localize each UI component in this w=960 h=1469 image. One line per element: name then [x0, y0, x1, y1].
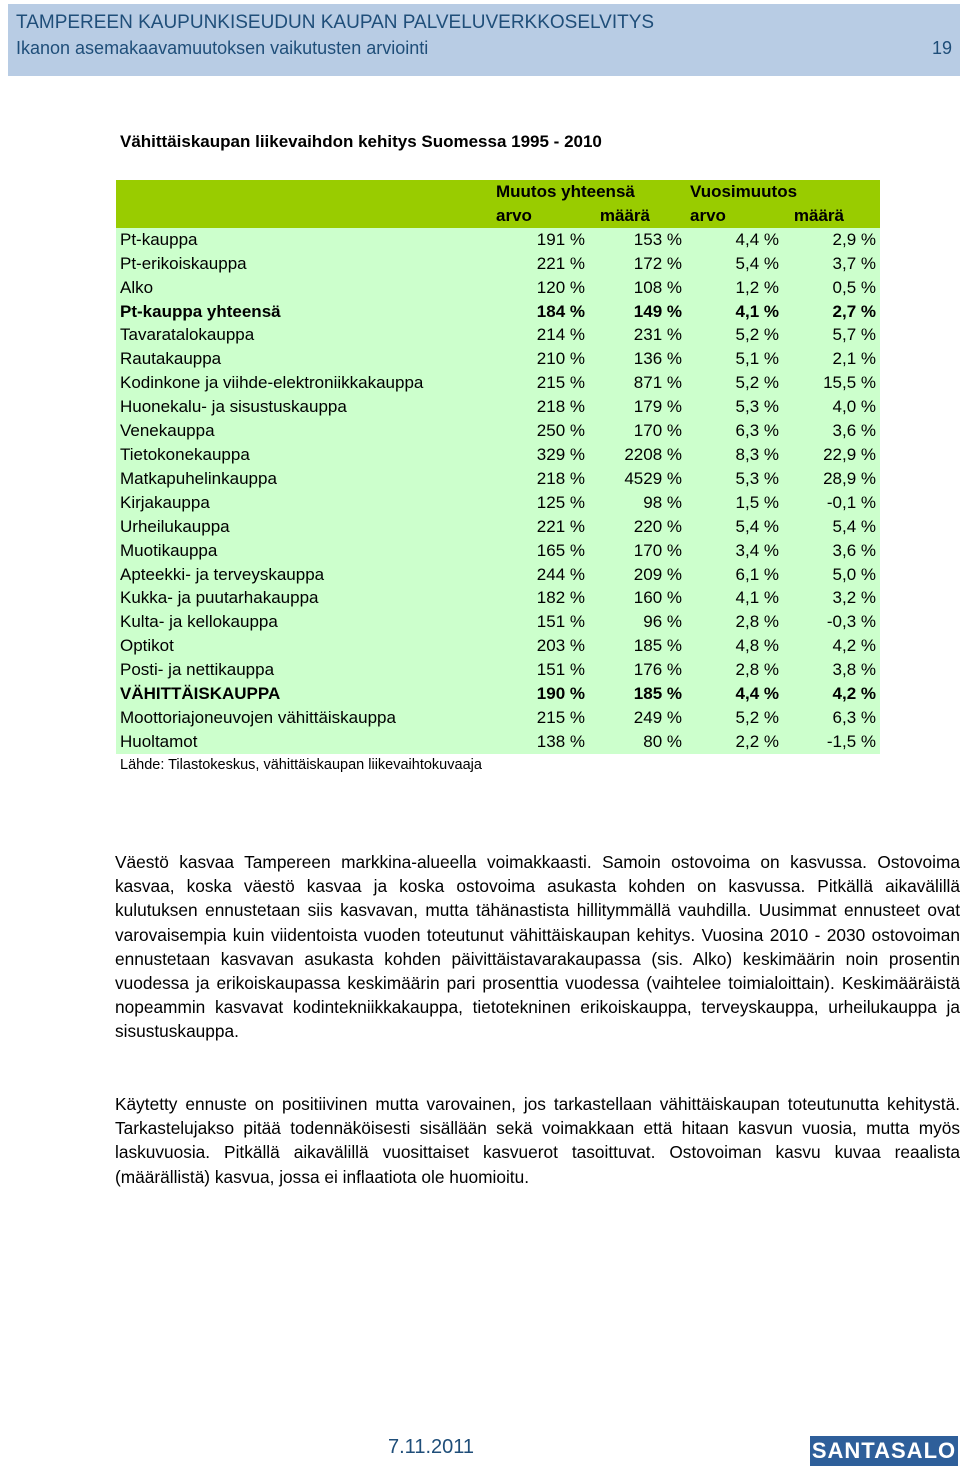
- table-row: [116, 730, 880, 754]
- annual-value-cell: 2,8 %: [686, 610, 783, 634]
- annual-volume-cell: 0,5 %: [783, 276, 880, 300]
- table-row: [116, 610, 880, 634]
- total-value-cell: 138 %: [492, 730, 589, 754]
- annual-volume-cell: 3,7 %: [783, 252, 880, 276]
- header-empty-cell: [116, 180, 492, 204]
- total-volume-cell: 108 %: [589, 276, 686, 300]
- total-volume-cell: 4529 %: [589, 467, 686, 491]
- total-volume-cell: 136 %: [589, 347, 686, 371]
- annual-volume-cell: 5,4 %: [783, 515, 880, 539]
- table-row: [116, 634, 880, 658]
- row-name-cell: Moottoriajoneuvojen vähittäiskauppa: [116, 706, 492, 730]
- row-name-cell: Muotikauppa: [116, 539, 492, 563]
- row-name-cell: Urheilukauppa: [116, 515, 492, 539]
- total-volume-cell: 172 %: [589, 252, 686, 276]
- total-value-cell: 221 %: [492, 252, 589, 276]
- row-name-cell: Matkapuhelinkauppa: [116, 467, 492, 491]
- header-sub-total: [492, 204, 686, 228]
- header-sub-annual: [686, 204, 880, 228]
- row-name-cell: Optikot: [116, 634, 492, 658]
- annual-volume-cell: -0,3 %: [783, 610, 880, 634]
- annual-value-cell: 4,4 %: [686, 228, 783, 252]
- annual-value-cell: 2,2 %: [686, 730, 783, 754]
- total-value-cell: 218 %: [492, 467, 589, 491]
- annual-value-cell: 2,8 %: [686, 658, 783, 682]
- annual-volume-cell: 6,3 %: [783, 706, 880, 730]
- header-value: arvo: [690, 205, 726, 225]
- annual-volume-cell: 28,9 %: [783, 467, 880, 491]
- table-row: [116, 323, 880, 347]
- table-row: [116, 276, 880, 300]
- annual-value-cell: 6,1 %: [686, 563, 783, 587]
- annual-value-cell: 5,4 %: [686, 252, 783, 276]
- total-volume-cell: 160 %: [589, 586, 686, 610]
- table-row: [116, 515, 880, 539]
- row-name-cell: Pt-kauppa: [116, 228, 492, 252]
- table-row: [116, 491, 880, 515]
- header-value: arvo: [496, 205, 532, 225]
- table-header-row-2: [116, 204, 880, 228]
- table-row: [116, 586, 880, 610]
- page-number: 19: [931, 38, 952, 58]
- annual-value-cell: 4,8 %: [686, 634, 783, 658]
- table-row: [116, 467, 880, 491]
- annual-volume-cell: 2,9 %: [783, 228, 880, 252]
- row-name-cell: Kodinkone ja viihde-elektroniikkakauppa: [116, 371, 492, 395]
- annual-volume-cell: -1,5 %: [783, 730, 880, 754]
- row-name-cell: Venekauppa: [116, 419, 492, 443]
- row-name-cell: Posti- ja nettikauppa: [116, 658, 492, 682]
- annual-value-cell: 5,4 %: [686, 515, 783, 539]
- total-value-cell: 218 %: [492, 395, 589, 419]
- table-source-note: Lähde: Tilastokeskus, vähittäiskaupan liikevaihtokuvaaja: [120, 757, 482, 773]
- total-value-cell: 190 %: [492, 682, 589, 706]
- annual-volume-cell: 5,0 %: [783, 563, 880, 587]
- total-value-cell: 221 %: [492, 515, 589, 539]
- total-value-cell: 151 %: [492, 610, 589, 634]
- table-row: [116, 371, 880, 395]
- total-value-cell: 191 %: [492, 228, 589, 252]
- total-volume-cell: 231 %: [589, 323, 686, 347]
- total-value-cell: 250 %: [492, 419, 589, 443]
- annual-value-cell: 4,1 %: [686, 586, 783, 610]
- table-row: [116, 563, 880, 587]
- total-value-cell: 184 %: [492, 300, 589, 324]
- total-volume-cell: 176 %: [589, 658, 686, 682]
- header-group-annual-change: Vuosimuutos: [686, 180, 880, 204]
- page-header: [8, 4, 960, 76]
- header-group-total-change: Muutos yhteensä: [492, 180, 686, 204]
- total-value-cell: 203 %: [492, 634, 589, 658]
- total-volume-cell: 209 %: [589, 563, 686, 587]
- row-name-cell: Apteekki- ja terveyskauppa: [116, 563, 492, 587]
- annual-volume-cell: 15,5 %: [783, 371, 880, 395]
- annual-value-cell: 1,2 %: [686, 276, 783, 300]
- report-subtitle: Ikanon asemakaavamuutoksen vaikutusten arviointi: [16, 38, 429, 58]
- annual-volume-cell: 2,7 %: [783, 300, 880, 324]
- row-name-cell: Rautakauppa: [116, 347, 492, 371]
- row-name-cell: Pt-erikoiskauppa: [116, 252, 492, 276]
- annual-volume-cell: 3,8 %: [783, 658, 880, 682]
- total-value-cell: 210 %: [492, 347, 589, 371]
- table-row: [116, 300, 880, 324]
- total-value-cell: 151 %: [492, 658, 589, 682]
- annual-value-cell: 8,3 %: [686, 443, 783, 467]
- annual-value-cell: 4,4 %: [686, 682, 783, 706]
- annual-volume-cell: -0,1 %: [783, 491, 880, 515]
- annual-value-cell: 5,3 %: [686, 395, 783, 419]
- total-volume-cell: 96 %: [589, 610, 686, 634]
- annual-value-cell: 5,2 %: [686, 706, 783, 730]
- annual-value-cell: 6,3 %: [686, 419, 783, 443]
- total-value-cell: 165 %: [492, 539, 589, 563]
- annual-value-cell: 5,2 %: [686, 323, 783, 347]
- table-row: [116, 395, 880, 419]
- row-name-cell: Pt-kauppa yhteensä: [116, 300, 492, 324]
- total-value-cell: 329 %: [492, 443, 589, 467]
- total-volume-cell: 185 %: [589, 682, 686, 706]
- total-value-cell: 215 %: [492, 706, 589, 730]
- row-name-cell: Tietokonekauppa: [116, 443, 492, 467]
- annual-volume-cell: 5,7 %: [783, 323, 880, 347]
- total-value-cell: 120 %: [492, 276, 589, 300]
- total-volume-cell: 98 %: [589, 491, 686, 515]
- body-paragraph-2: Käytetty ennuste on positiivinen mutta varovainen, jos tarkastellaan vähittäiskaupan toteutunutta kehitystä. Tarkastelujakso pitää todennäköisesti sisällään sekä voimakkaan että hitaan kasvun vuosia, mutta myös laskuvuosia. Pitkällä aikavälillä vuosittaiset kasvuerot tasoittuvat. Ostovoiman kasvu kuvaa reaalista (määrällistä) kasvua, jossa ei inflaatiota ole huomioitu.: [115, 1094, 960, 1187]
- table-header-row-1: [116, 180, 880, 204]
- total-volume-cell: 220 %: [589, 515, 686, 539]
- total-volume-cell: 185 %: [589, 634, 686, 658]
- total-volume-cell: 170 %: [589, 419, 686, 443]
- total-volume-cell: 170 %: [589, 539, 686, 563]
- table-row: [116, 658, 880, 682]
- row-name-cell: Huonekalu- ja sisustuskauppa: [116, 395, 492, 419]
- total-volume-cell: 80 %: [589, 730, 686, 754]
- annual-volume-cell: 4,2 %: [783, 634, 880, 658]
- annual-volume-cell: 4,0 %: [783, 395, 880, 419]
- table-row: [116, 228, 880, 252]
- annual-value-cell: 5,1 %: [686, 347, 783, 371]
- row-name-cell: Kirjakauppa: [116, 491, 492, 515]
- total-value-cell: 214 %: [492, 323, 589, 347]
- total-value-cell: 125 %: [492, 491, 589, 515]
- total-volume-cell: 2208 %: [589, 443, 686, 467]
- annual-volume-cell: 22,9 %: [783, 443, 880, 467]
- total-value-cell: 215 %: [492, 371, 589, 395]
- row-name-cell: Alko: [116, 276, 492, 300]
- table-row: [116, 347, 880, 371]
- table-title: Vähittäiskaupan liikevaihdon kehitys Suomessa 1995 - 2010: [120, 132, 602, 151]
- annual-value-cell: 5,3 %: [686, 467, 783, 491]
- annual-volume-cell: 4,2 %: [783, 682, 880, 706]
- footer-date: 7.11.2011: [388, 1436, 475, 1458]
- row-name-cell: Kulta- ja kellokauppa: [116, 610, 492, 634]
- annual-volume-cell: 2,1 %: [783, 347, 880, 371]
- header-empty-cell: [116, 204, 492, 228]
- retail-revenue-table: [116, 180, 880, 754]
- annual-value-cell: 4,1 %: [686, 300, 783, 324]
- total-volume-cell: 153 %: [589, 228, 686, 252]
- table-row: [116, 252, 880, 276]
- table-row: [116, 419, 880, 443]
- table-row: [116, 539, 880, 563]
- report-title: TAMPEREEN KAUPUNKISEUDUN KAUPAN PALVELUVERKKOSELVITYS: [16, 12, 655, 33]
- table-row: [116, 682, 880, 706]
- annual-volume-cell: 3,6 %: [783, 539, 880, 563]
- total-volume-cell: 871 %: [589, 371, 686, 395]
- row-name-cell: Kukka- ja puutarhakauppa: [116, 586, 492, 610]
- table-row: [116, 443, 880, 467]
- annual-volume-cell: 3,2 %: [783, 586, 880, 610]
- header-volume: määrä: [793, 205, 844, 225]
- header-volume: määrä: [599, 205, 650, 225]
- total-value-cell: 182 %: [492, 586, 589, 610]
- annual-value-cell: 5,2 %: [686, 371, 783, 395]
- body-paragraph-1: Väestö kasvaa Tampereen markkina-alueella voimakkaasti. Samoin ostovoima on kasvussa. Ostovoima kasvaa, koska väestö kasvaa ja koska ostovoima asukasta kohden on kasvussa. Pitkällä aikavälillä kulutuksen ennustetaan siis kasvavan, mutta tähänastista hillitymmällä vauhdilla. Uusimmat ennusteet ovat varovaisempia kuin viidentoista vuoden toteutunut vähittäiskaupan kehitys. Vuosina 2010 - 2030 ostovoiman ennustetaan kasvavan asukasta kohden päivittäistavarakaupassa (sis. Alko) keskimäärin noin prosentin vuodessa ja erikoiskaupassa keskimäärin pari prosenttia vuodessa (vaihtelee toimialoittain). Keskimääräistä nopeammin kasvavat kodintekniikkakauppa, tietotekninen erikoiskauppa, terveyskauppa, urheilukauppa ja sisustuskauppa.: [115, 852, 960, 1042]
- row-name-cell: Huoltamot: [116, 730, 492, 754]
- annual-value-cell: 3,4 %: [686, 539, 783, 563]
- santasalo-logo: SANTASALO: [810, 1436, 958, 1466]
- annual-volume-cell: 3,6 %: [783, 419, 880, 443]
- annual-value-cell: 1,5 %: [686, 491, 783, 515]
- row-name-cell: VÄHITTÄISKAUPPA: [116, 682, 492, 706]
- total-value-cell: 244 %: [492, 563, 589, 587]
- total-volume-cell: 249 %: [589, 706, 686, 730]
- row-name-cell: Tavaratalokauppa: [116, 323, 492, 347]
- total-volume-cell: 149 %: [589, 300, 686, 324]
- total-volume-cell: 179 %: [589, 395, 686, 419]
- table-row: [116, 706, 880, 730]
